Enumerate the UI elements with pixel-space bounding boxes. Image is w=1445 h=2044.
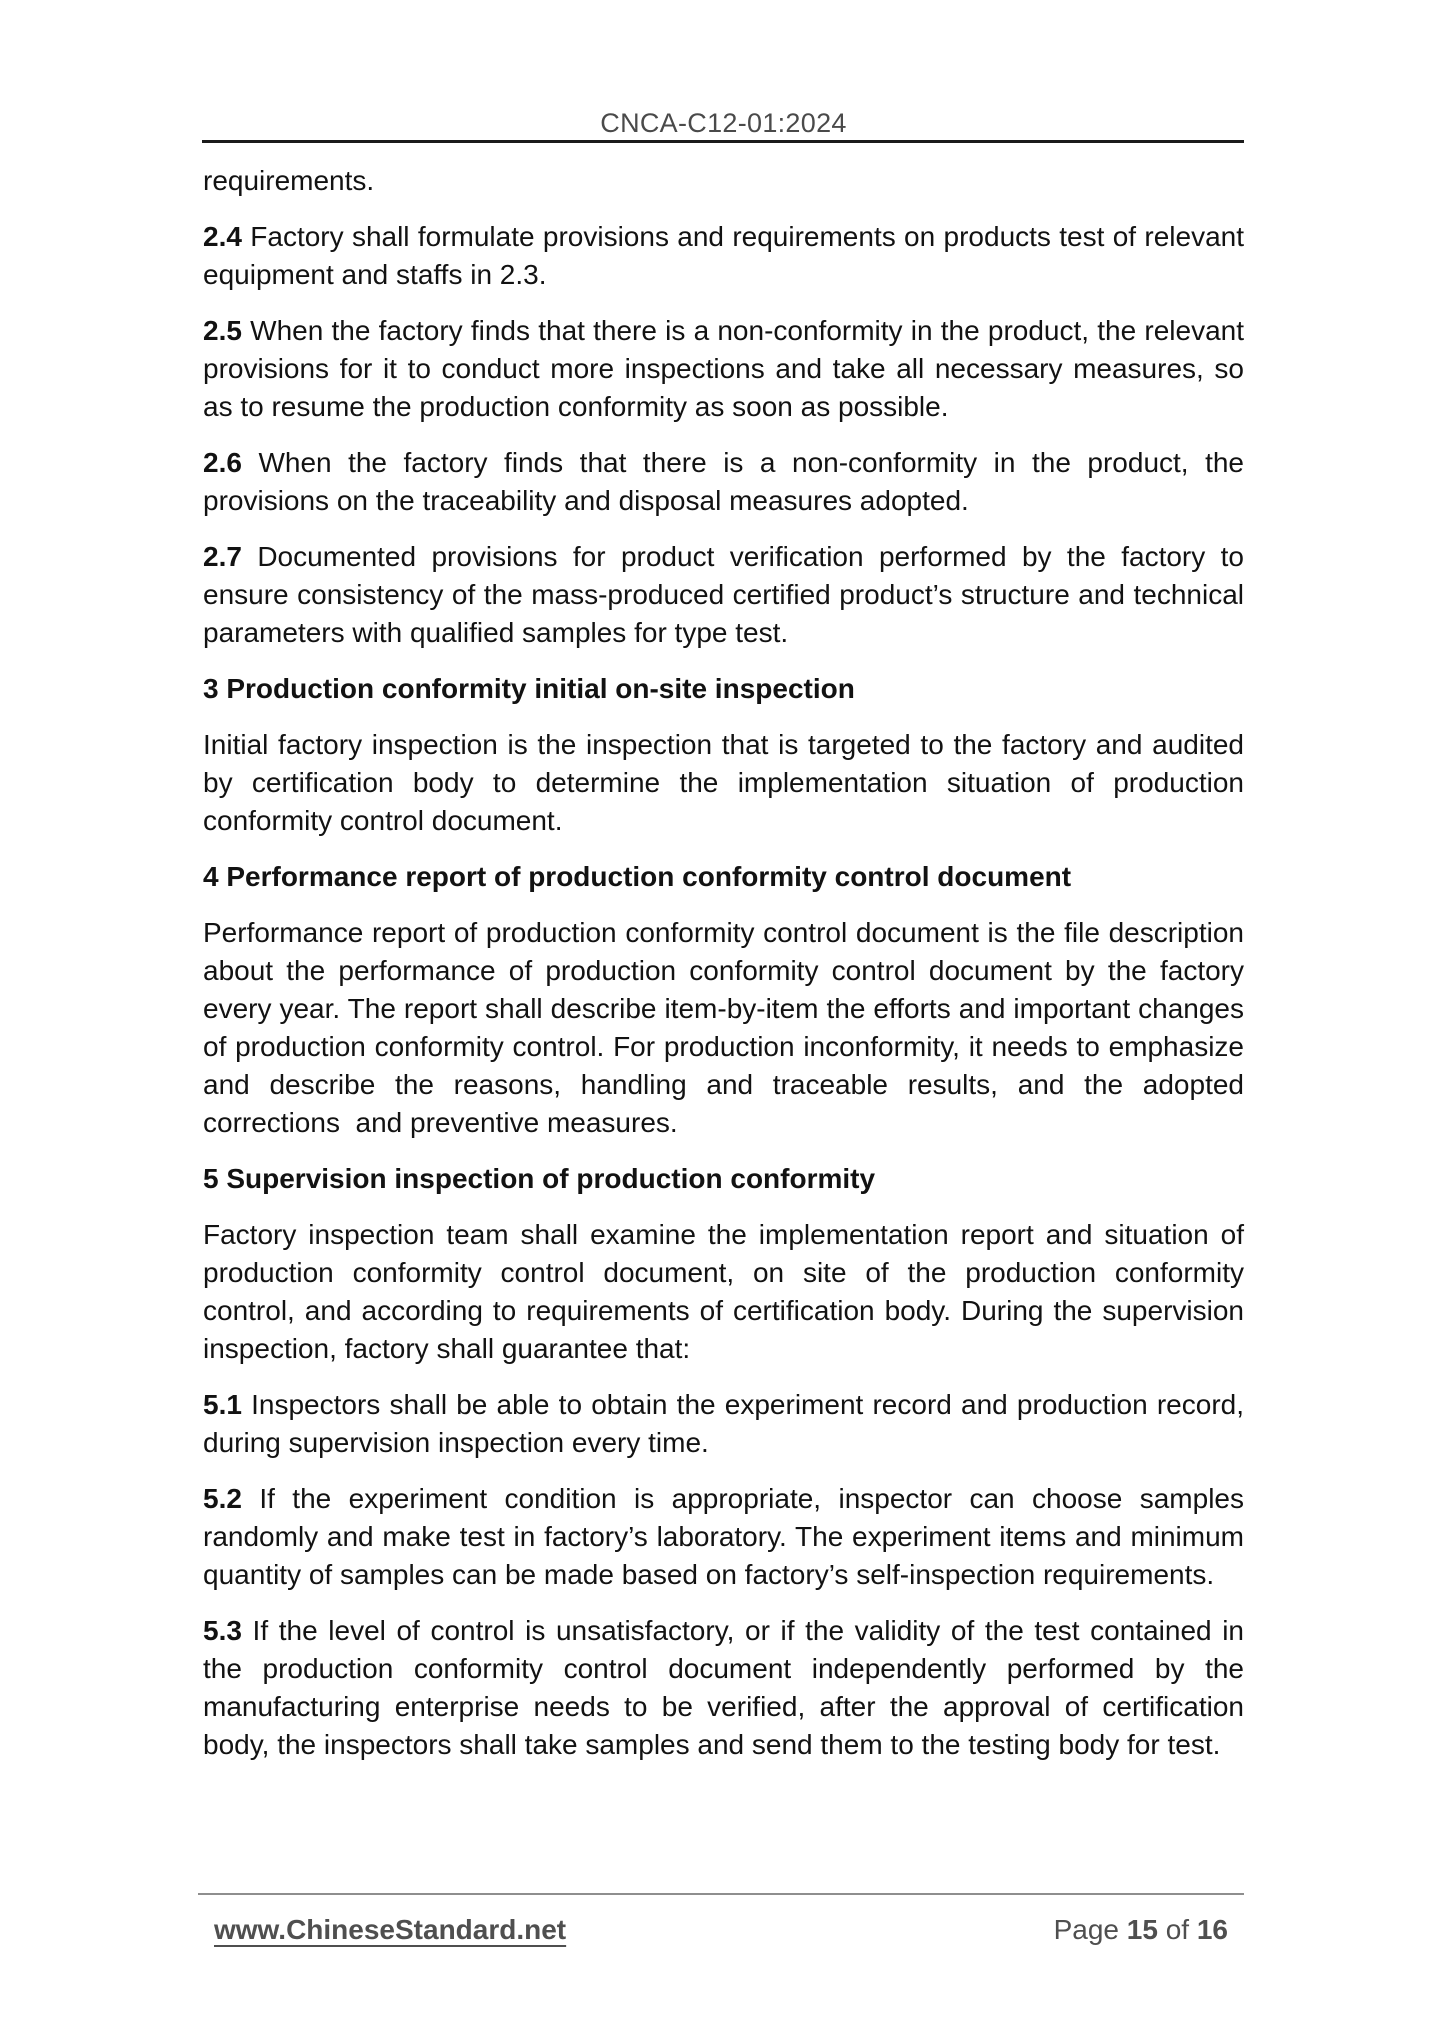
paragraph: 2.7 Documented provisions for product verification performed by the factory to ensure consistency of the mass-produced certified product’s structure and technical parameters with qualified samples for type test. bbox=[203, 541, 1244, 648]
page-total: 16 bbox=[1196, 1914, 1228, 1945]
website-link[interactable]: www.ChineseStandard.net bbox=[214, 1914, 567, 1945]
clause-number: 5.1 bbox=[203, 1389, 242, 1420]
section-heading: 3 Production conformity initial on-site inspection bbox=[203, 673, 855, 704]
clause-number: 2.4 bbox=[203, 221, 242, 252]
page-current: 15 bbox=[1126, 1914, 1158, 1945]
page-footer bbox=[203, 1911, 1244, 1949]
section-heading: 5 Supervision inspection of production conformity bbox=[203, 1163, 876, 1194]
clause-number: 2.7 bbox=[203, 541, 242, 572]
paragraph: 5.3 If the level of control is unsatisfactory, or if the validity of the test contained in the production conformity control document independently performed by the manufacturing enterprise needs to be verified, after the approval of certification body, the inspectors shall take samples and send them to the testing body for test. bbox=[203, 1615, 1244, 1760]
page-connector: of bbox=[1165, 1914, 1190, 1945]
paragraph: Factory inspection team shall examine the implementation report and situation of production conformity control document, on site of the production conformity control, and according to requirements of certification body. During the supervision inspection, factory shall guarantee that: bbox=[203, 1219, 1244, 1364]
clause-number: 5.2 bbox=[203, 1483, 242, 1514]
page-indicator bbox=[1054, 1911, 1244, 1949]
paragraph: 2.6 When the factory finds that there is a non-conformity in the product, the provisions on the traceability and disposal measures adopted. bbox=[203, 447, 1244, 516]
footer-divider bbox=[198, 1893, 1244, 1895]
clause-number: 2.5 bbox=[203, 315, 242, 346]
paragraph: requirements. bbox=[203, 165, 375, 196]
clause-number: 5.3 bbox=[203, 1615, 242, 1646]
clause-number: 2.6 bbox=[203, 447, 242, 478]
paragraph: 5.1 Inspectors shall be able to obtain the experiment record and production record, during supervision inspection every time. bbox=[203, 1389, 1244, 1458]
paragraph: 2.5 When the factory finds that there is a non-conformity in the product, the relevant provisions for it to conduct more inspections and take all necessary measures, so as to resume the production conformity as soon as possible. bbox=[203, 315, 1244, 422]
document-code-header: CNCA-C12-01:2024 bbox=[600, 108, 847, 138]
document-body bbox=[203, 162, 1244, 1782]
paragraph: Performance report of production conformity control document is the file description about the performance of production conformity control document by the factory every year. The report shall describe item-by-item the efforts and important changes of production conformity control. For production inconformity, it needs to emphasize and describe the reasons, handling and traceable results, and the adopted corrections and preventive measures. bbox=[203, 917, 1244, 1138]
paragraph: 5.2 If the experiment condition is appropriate, inspector can choose samples randomly and make test in factory’s laboratory. The experiment items and minimum quantity of samples can be made based on factory’s self-inspection requirements. bbox=[203, 1483, 1244, 1590]
page-label: Page bbox=[1053, 1914, 1119, 1945]
header-divider bbox=[202, 140, 1244, 143]
section-heading: 4 Performance report of production conformity control document bbox=[203, 861, 1072, 892]
paragraph: Initial factory inspection is the inspection that is targeted to the factory and audited by certification body to determine the implementation situation of production conformity control document. bbox=[203, 729, 1244, 836]
paragraph: 2.4 Factory shall formulate provisions and requirements on products test of relevant equipment and staffs in 2.3. bbox=[203, 221, 1244, 290]
